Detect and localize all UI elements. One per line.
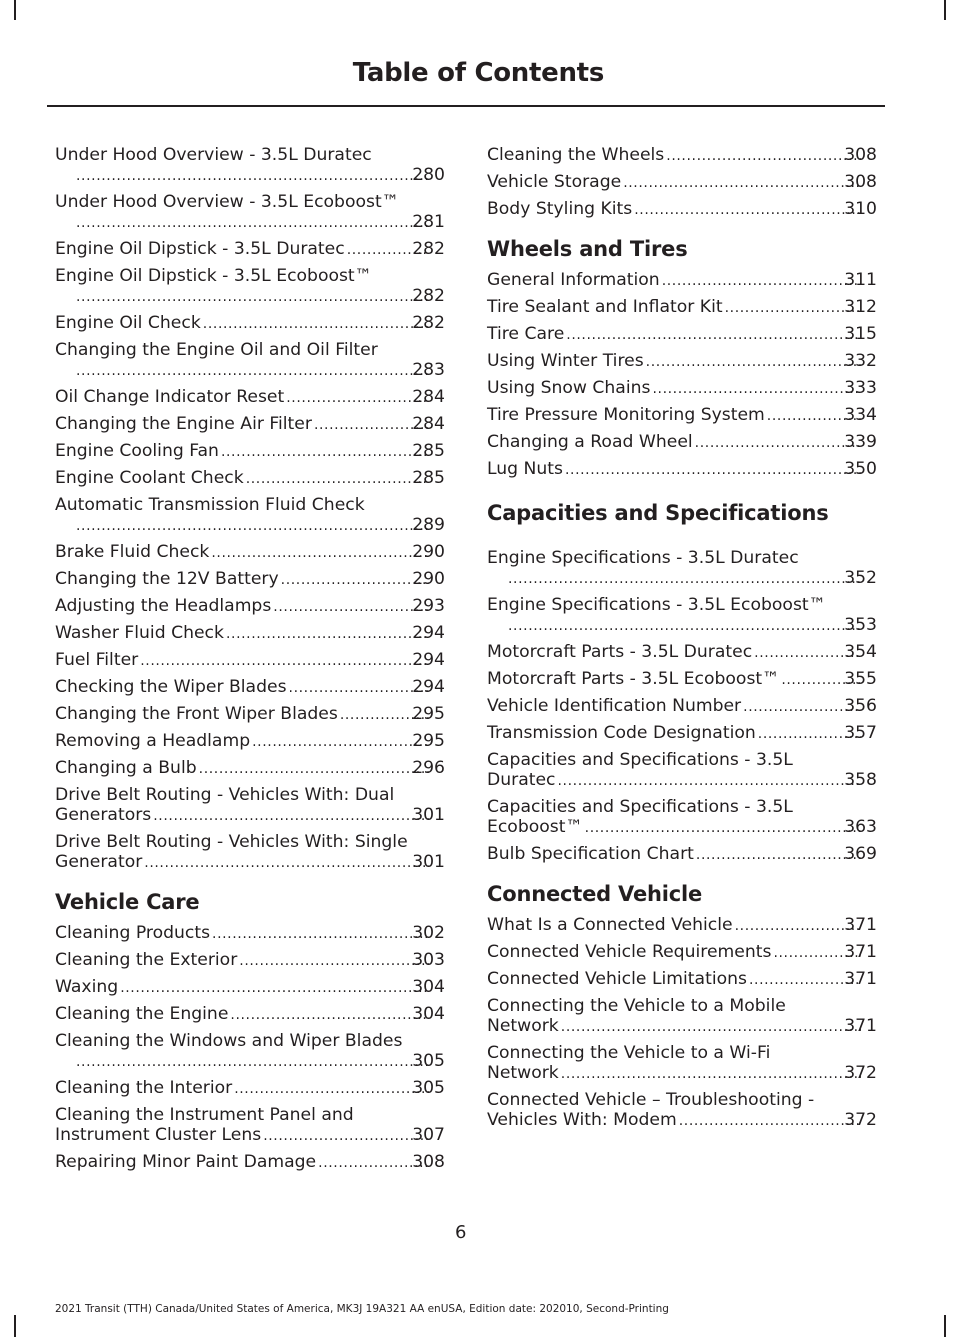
toc-entry-title-continued: Vehicles With: Modem [487, 1110, 677, 1130]
section-heading: Connected Vehicle [487, 882, 703, 906]
dot-leader [566, 324, 861, 345]
toc-entry-page: 307 [412, 1125, 445, 1145]
toc-entry-page: 315 [844, 324, 877, 344]
toc-entry[interactable] [55, 145, 445, 186]
toc-entry-title: Engine Coolant Check [55, 468, 244, 488]
toc-entry-page: 294 [412, 650, 445, 670]
toc-entry-title: What Is a Connected Vehicle [487, 915, 733, 935]
toc-entry[interactable] [487, 969, 877, 990]
toc-entry-title: Cleaning the Windows and Wiper Blades [55, 1031, 403, 1051]
toc-entry-page: 304 [412, 1004, 445, 1024]
toc-entry-title: Connected Vehicle Requirements [487, 942, 772, 962]
toc-entry-title: Using Winter Tires [487, 351, 644, 371]
toc-entry-title: Changing the Engine Air Filter [55, 414, 312, 434]
toc-entry-page: 352 [844, 568, 877, 588]
toc-entry-page: 290 [412, 542, 445, 562]
toc-entry-page: 293 [412, 596, 445, 616]
dot-leader [221, 441, 429, 462]
toc-entry-page: 304 [412, 977, 445, 997]
toc-entry-page: 282 [412, 239, 445, 259]
page-title: Table of Contents [352, 58, 604, 88]
toc-entry-page: 295 [412, 704, 445, 724]
dot-leader [230, 1004, 429, 1025]
dot-leader [634, 199, 861, 220]
toc-entry-page: 308 [412, 1152, 445, 1172]
toc-entry[interactable] [55, 623, 445, 644]
toc-entry-page: 301 [412, 805, 445, 825]
toc-entry-title: Changing the 12V Battery [55, 569, 279, 589]
toc-entry-title: Lug Nuts [487, 459, 563, 479]
toc-entry-title: Removing a Headlamp [55, 731, 251, 751]
section-heading: Wheels and Tires [487, 237, 688, 261]
toc-entry[interactable] [487, 750, 877, 791]
toc-entry-title: Connected Vehicle – Troubleshooting - [487, 1090, 815, 1110]
dot-leader [561, 1016, 861, 1037]
toc-entry[interactable] [487, 459, 877, 480]
toc-entry-title-continued: Instrument Cluster Lens [55, 1125, 262, 1145]
toc-entry-title-continued: Generators [55, 805, 152, 825]
dot-leader [662, 270, 861, 291]
toc-entry-title: Motorcraft Parts - 3.5L Ecoboost™ [487, 669, 780, 689]
toc-entry-title: General Information [487, 270, 660, 290]
toc-entry[interactable] [55, 569, 445, 590]
crop-mark-top-right [944, 0, 946, 20]
toc-entry-page: 358 [844, 770, 877, 790]
section-heading: Vehicle Care [55, 890, 200, 914]
dot-leader [246, 468, 430, 489]
toc-entry-title: Engine Oil Dipstick - 3.5L Ecoboost™ [55, 266, 372, 286]
toc-entry-title: Connected Vehicle Limitations [487, 969, 747, 989]
toc-entry-title: Washer Fluid Check [55, 623, 224, 643]
toc-entry-page: 371 [844, 969, 877, 989]
dot-leader [252, 731, 429, 752]
toc-entry[interactable] [487, 1090, 877, 1131]
toc-entry-title: Tire Sealant and Inflator Kit [487, 297, 723, 317]
toc-entry-page: 308 [844, 172, 877, 192]
toc-entry-page: 350 [844, 459, 877, 479]
header-rule [47, 105, 885, 107]
toc-entry-title: Engine Cooling Fan [55, 441, 219, 461]
dot-leader [679, 1110, 861, 1131]
dot-leader [565, 459, 861, 480]
toc-entry[interactable] [487, 324, 877, 345]
crop-mark-bottom-right [944, 1315, 946, 1337]
toc-entry-title: Capacities and Specifications - 3.5L [487, 750, 793, 770]
toc-entry[interactable] [55, 1105, 445, 1146]
toc-entry-title: Transmission Code Designation [487, 723, 756, 743]
dot-leader [140, 650, 429, 671]
toc-entry-title: Bulb Specification Chart [487, 844, 694, 864]
toc-entry-page: 356 [844, 696, 877, 716]
toc-entry-title: Automatic Transmission Fluid Check [55, 495, 365, 515]
toc-entry-title: Repairing Minor Paint Damage [55, 1152, 317, 1172]
toc-entry-page: 284 [412, 387, 445, 407]
dot-leader [281, 569, 430, 590]
toc-entry[interactable] [487, 378, 877, 399]
toc-entry-title: Connecting the Vehicle to a Mobile [487, 996, 786, 1016]
toc-entry-title: Vehicle Identification Number [487, 696, 742, 716]
toc-entry-page: 371 [844, 1016, 877, 1036]
toc-entry-title: Under Hood Overview - 3.5L Duratec [55, 145, 372, 165]
toc-entry-title: Engine Specifications - 3.5L Ecoboost™ [487, 595, 826, 615]
toc-entry-page: 357 [844, 723, 877, 743]
toc-entry-title: Checking the Wiper Blades [55, 677, 287, 697]
toc-entry-page: 290 [412, 569, 445, 589]
toc-entry[interactable] [55, 1152, 445, 1173]
toc-entry[interactable] [55, 468, 445, 489]
toc-entry-page: 372 [844, 1063, 877, 1083]
dot-leader [239, 950, 429, 971]
toc-entry[interactable] [487, 996, 877, 1037]
toc-entry-title: Tire Care [487, 324, 565, 344]
toc-entry-page: 312 [844, 297, 877, 317]
page-number: 6 [455, 1222, 467, 1243]
toc-entry-page: 354 [844, 642, 877, 662]
toc-entry-page: 285 [412, 468, 445, 488]
toc-entry-page: 355 [844, 669, 877, 689]
toc-entry-page: 339 [844, 432, 877, 452]
dot-leader [199, 758, 430, 779]
toc-entry-title: Fuel Filter [55, 650, 139, 670]
toc-entry-title: Drive Belt Routing - Vehicles With: Dual [55, 785, 395, 805]
dot-leader [273, 596, 429, 617]
toc-entry-page: 282 [412, 286, 445, 306]
toc-entry[interactable] [487, 723, 877, 744]
toc-right-column [487, 145, 877, 1137]
toc-entry[interactable] [55, 1031, 445, 1072]
toc-entry-title: Capacities and Specifications - 3.5L [487, 797, 793, 817]
toc-entry[interactable] [487, 199, 877, 220]
toc-entry-title: Oil Change Indicator Reset [55, 387, 285, 407]
toc-entry-page: 285 [412, 441, 445, 461]
toc-entry[interactable] [487, 669, 877, 690]
toc-entry-page: 311 [844, 270, 877, 290]
toc-entry-page: 372 [844, 1110, 877, 1130]
toc-entry[interactable] [55, 758, 445, 779]
dot-leader [652, 378, 861, 399]
toc-entry[interactable] [487, 642, 877, 663]
toc-entry[interactable] [55, 977, 445, 998]
toc-entry-title: Changing a Bulb [55, 758, 197, 778]
toc-entry-title-continued: Network [487, 1016, 559, 1036]
dot-leader [286, 387, 429, 408]
dot-leader [725, 297, 862, 318]
toc-entry[interactable] [55, 731, 445, 752]
toc-left-column [55, 145, 445, 1179]
toc-entry[interactable] [55, 677, 445, 698]
toc-entry-page: 353 [844, 615, 877, 635]
toc-entry[interactable] [487, 172, 877, 193]
toc-entry[interactable] [55, 266, 445, 307]
toc-entry[interactable] [55, 1078, 445, 1099]
toc-entry[interactable] [487, 595, 877, 636]
toc-entry-page: 305 [412, 1051, 445, 1071]
toc-entry-title: Cleaning Products [55, 923, 211, 943]
toc-entry-page: 296 [412, 758, 445, 778]
toc-entry-title: Waxing [55, 977, 119, 997]
toc-entry-page: 363 [844, 817, 877, 837]
dot-leader [76, 360, 429, 381]
toc-entry[interactable] [55, 387, 445, 408]
toc-entry[interactable] [55, 785, 445, 826]
toc-entry[interactable] [55, 340, 445, 381]
toc-entry[interactable] [487, 405, 877, 426]
dot-leader [153, 805, 429, 826]
toc-entry-title: Cleaning the Interior [55, 1078, 233, 1098]
toc-entry-page: 332 [844, 351, 877, 371]
toc-entry-page: 334 [844, 405, 877, 425]
toc-entry-title-continued: Ecoboost™ [487, 817, 583, 837]
dot-leader [76, 212, 429, 233]
dot-leader [561, 1063, 861, 1084]
toc-entry-title: Engine Specifications - 3.5L Duratec [487, 548, 799, 568]
dot-leader [211, 542, 429, 563]
crop-mark-top-left [14, 0, 16, 20]
toc-entry[interactable] [55, 414, 445, 435]
toc-entry-page: 294 [412, 677, 445, 697]
toc-entry[interactable] [487, 844, 877, 865]
toc-entry[interactable] [55, 192, 445, 233]
dot-leader [120, 977, 429, 998]
toc-entry-title: Cleaning the Instrument Panel and [55, 1105, 354, 1125]
dot-leader [623, 172, 861, 193]
dot-leader [212, 923, 429, 944]
toc-entry-page: 301 [412, 852, 445, 872]
toc-entry[interactable] [487, 145, 877, 166]
toc-entry-title: Engine Oil Dipstick - 3.5L Duratec [55, 239, 345, 259]
dot-leader [226, 623, 429, 644]
dot-leader [76, 286, 429, 307]
toc-entry[interactable] [487, 942, 877, 963]
toc-entry-title: Cleaning the Engine [55, 1004, 229, 1024]
toc-entry[interactable] [487, 915, 877, 936]
toc-entry[interactable] [487, 432, 877, 453]
toc-entry-title: Vehicle Storage [487, 172, 622, 192]
toc-entry-page: 281 [412, 212, 445, 232]
toc-entry[interactable] [55, 239, 445, 260]
toc-entry[interactable] [55, 950, 445, 971]
dot-leader [289, 677, 430, 698]
dot-leader [76, 165, 429, 186]
dot-leader [76, 515, 429, 536]
toc-entry-page: 283 [412, 360, 445, 380]
toc-entry-page: 295 [412, 731, 445, 751]
dot-leader [696, 844, 861, 865]
dot-leader [695, 432, 862, 453]
toc-entry-page: 310 [844, 199, 877, 219]
toc-entry-page: 280 [412, 165, 445, 185]
toc-entry-title: Engine Oil Check [55, 313, 201, 333]
toc-entry-page: 308 [844, 145, 877, 165]
toc-entry[interactable] [55, 441, 445, 462]
dot-leader [666, 145, 861, 166]
dot-leader [735, 915, 862, 936]
toc-entry[interactable] [55, 313, 445, 334]
toc-entry-title: Changing the Engine Oil and Oil Filter [55, 340, 378, 360]
toc-entry[interactable] [487, 797, 877, 838]
toc-entry-page: 333 [844, 378, 877, 398]
toc-entry[interactable] [55, 495, 445, 536]
dot-leader [234, 1078, 429, 1099]
toc-entry-title: Tire Pressure Monitoring System [487, 405, 765, 425]
toc-entry-title: Cleaning the Wheels [487, 145, 665, 165]
toc-entry-title: Connecting the Vehicle to a Wi-Fi [487, 1043, 771, 1063]
toc-entry-title: Drive Belt Routing - Vehicles With: Single [55, 832, 408, 852]
toc-entry[interactable] [55, 832, 445, 873]
dot-leader [585, 817, 862, 838]
toc-entry[interactable] [487, 270, 877, 291]
toc-entry-page: 305 [412, 1078, 445, 1098]
toc-entry-page: 369 [844, 844, 877, 864]
toc-entry-title: Brake Fluid Check [55, 542, 210, 562]
toc-entry-title: Changing the Front Wiper Blades [55, 704, 338, 724]
toc-entry[interactable] [55, 1004, 445, 1025]
toc-entry-title: Under Hood Overview - 3.5L Ecoboost™ [55, 192, 399, 212]
toc-entry-page: 289 [412, 515, 445, 535]
toc-entry-title: Motorcraft Parts - 3.5L Duratec [487, 642, 753, 662]
crop-mark-bottom-left [14, 1315, 16, 1337]
toc-entry-page: 303 [412, 950, 445, 970]
toc-entry[interactable] [55, 542, 445, 563]
toc-entry-title: Cleaning the Exterior [55, 950, 238, 970]
toc-entry-page: 282 [412, 313, 445, 333]
toc-entry-page: 302 [412, 923, 445, 943]
dot-leader [144, 852, 429, 873]
toc-entry-title-continued: Duratec [487, 770, 556, 790]
toc-entry[interactable] [487, 696, 877, 717]
dot-leader [646, 351, 862, 372]
footer-edition-text: 2021 Transit (TTH) Canada/United States of America, MK3J 19A321 AA enUSA, Edition date: 202010, Second-Printing [55, 1303, 669, 1315]
toc-entry[interactable] [487, 351, 877, 372]
toc-entry-page: 371 [844, 915, 877, 935]
toc-entry-title: Changing a Road Wheel [487, 432, 693, 452]
toc-entry-page: 284 [412, 414, 445, 434]
toc-entry[interactable] [55, 596, 445, 617]
dot-leader [263, 1125, 429, 1146]
toc-entry-title: Adjusting the Headlamps [55, 596, 272, 616]
toc-entry-title: Using Snow Chains [487, 378, 651, 398]
dot-leader [203, 313, 429, 334]
toc-entry-page: 371 [844, 942, 877, 962]
toc-entry-title-continued: Network [487, 1063, 559, 1083]
toc-entry[interactable] [55, 704, 445, 725]
dot-leader [508, 615, 861, 636]
dot-leader [508, 568, 861, 589]
toc-entry[interactable] [55, 650, 445, 671]
dot-leader [558, 770, 862, 791]
toc-entry[interactable] [487, 297, 877, 318]
section-heading: Capacities and Specifications [487, 501, 829, 525]
toc-entry-title-continued: Generator [55, 852, 143, 872]
toc-entry-title: Body Styling Kits [487, 199, 633, 219]
toc-entry[interactable] [487, 1043, 877, 1084]
dot-leader [76, 1051, 429, 1072]
toc-entry[interactable] [487, 548, 877, 589]
toc-entry[interactable] [55, 923, 445, 944]
toc-entry-page: 294 [412, 623, 445, 643]
